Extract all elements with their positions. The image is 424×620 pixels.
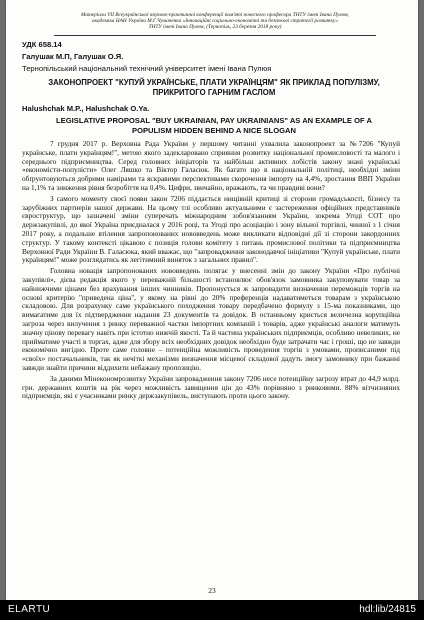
header-divider xyxy=(54,35,376,36)
paragraph: За даними Мінекономрозвитку України запровадження закону 7206 несе потенційну загрозу втрат до 44,9 млрд. грн. державних коштів на рік через можливість завищення цін до 43% порівняно з ринковими. 88% вітчизняних підприємців, які є учасниками ринку держзакупівель, виступають проти цього закону. xyxy=(22,373,400,401)
paragraph: Головна новація запропонованих нововведень полягає у внесенні змін до закону України «Про публічні закупівлі», дієва редакція якого у переважній більшості встановлює обов'язок замовника закуповувати товар за найнижчими цінами без врахування інших чинників. Пропонується ж запровадити визначення переможців торгів на основі критерію "приведена ціна", у якому на рівні до 20% преференція надаватиметься товарам з українською складовою. Для розрахунку саме українського походження товару передбачено формулу з 15-ма показниками, що вимагатиме для їх підтвердження надання 23 документів та довідок. В останньому криється величезна корупційна загроза через вилучення з ринку переважної частки імпортних компаній і товарів, адже українські аналоги матимуть значну цінову перевагу навіть при істотно нижчій якості. Та й частина українських підприємців, особливо невеликих, не прийматиме участі в торгах, адже для збору всіх необхідних довідок необхідно буде затрачати час і гроші, що не завжди економічно вигідно. Проте саме головне – потенційна можливість проведення торгів з умовами, прописаними під «своїх» постачальників, так як нечіткі механізми визначення місцевої складової дадуть змогу замовнику при бажанні завжди знайти причини віддихити небажану пропозицію. xyxy=(22,266,400,372)
title-english: LEGISLATIVE PROPOSAL "BUY UKRAINIAN, PAY UKRAINIANS" AS AN EXAMPLE OF A POPULISM HIDDEN BEHIND A NICE SLOGAN xyxy=(56,116,372,135)
article-body xyxy=(22,140,400,403)
repository-name: ELARTU xyxy=(8,604,51,615)
page-number: 23 xyxy=(208,586,216,595)
paragraph: З самого моменту своєї появи закон 7206 піддається нищівній критиці зі сторони громадськості, бізнесу та зарубіжних партнерів нашої держави. На цьому тлі особливо актуальними є застереження офіційних представників євроструктур, що зазначені зміни суперечать міжнародним зобов'язанням України, зокрема Угоді СОТ про держзакупівлі, до якої Україна приєдналася у 2016 році, та Угоді про асоціацію і зону вільної торгівлі, чинної з 1 січня 2017 року, а подальше втілення запропонованих нововведень може викликати відповідні дії зі сторони закордонних структур. У такому контексті цікавою є позиція голови комітету з питань промислової політики та підприємництва Верховної Ради України В. Галасюка, який вважає, що "запровадження законодавчої ініціативи "Купуй українське, плати українцям!" може розглядатись як легітимний виняток з загальних правил". xyxy=(22,193,400,265)
header-line-1: Матеріали VII Всеукраїнської науково-практичної конференції пам'яті почесного професора ТНТУ імені Івана Пулюя, xyxy=(80,12,349,18)
affiliation: Тернопільський національний технічний університет імені Івана Пулюя xyxy=(22,64,272,73)
handle-identifier: hdl:lib/24815 xyxy=(359,604,416,615)
paragraph: 7 грудня 2017 р. Верховна Рада України у першому читанні ухвалила законопроект за №7206 "Купуй українське, плати українцям!", метою якого задекларовано сприяння розвитку національної промисловості та малого і середнього підприємництва. Серед головних ініціаторів та найбільш активних лобістів закону знані українські «економісти-популісти» Олег Ляшко та Віктор Галасюк. Як багато що в національній політиці, необхідні зміни обґрунтовуються добрими намірами та яскравими перспективами скорочення імпорту на 4,4%, зростання ВВП України на 1,1% та зниження рівня безробіття на 0,4%. Цифри, звичайно, вражають, та чи правдиві вони? xyxy=(22,139,400,192)
header-line-3: ТНТУ імені Івана Пулюя, (Тернопіль, 23 березня 2018 року) xyxy=(148,24,282,30)
document-page xyxy=(6,0,418,600)
udk-code: УДК 658.14 xyxy=(22,40,62,49)
title-ukrainian: ЗАКОНОПРОЕКТ "КУПУЙ УКРАЇНСЬКЕ, ПЛАТИ УКРАЇНЦЯМ" ЯК ПРИКЛАД ПОПУЛІЗМУ, ПРИКРИТОГО ГАРНИМ ГАСЛОМ xyxy=(48,78,380,97)
header-line-2: академіка НАН України М.Г.Чумаченка «Інноваційні соціально-економічні та безпекові стратегії розвитку» xyxy=(92,18,338,24)
authors-english: Halushchak M.P., Halushchak O.Ya. xyxy=(22,104,150,113)
authors-ukrainian: Галушак М.П, Галушак О.Я. xyxy=(22,52,124,61)
running-header xyxy=(54,12,376,30)
